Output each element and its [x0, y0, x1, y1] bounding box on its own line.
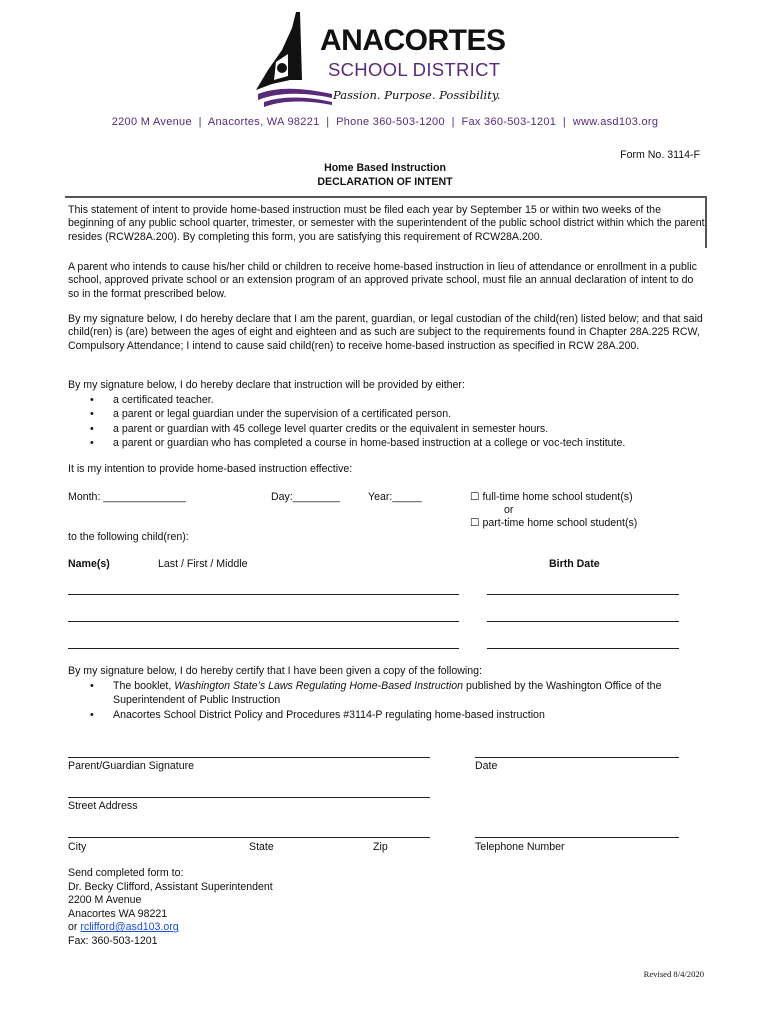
- month-field[interactable]: Month: ______________: [68, 491, 186, 503]
- list-item: • a parent or guardian who has completed a course in home-based instruction at a college or voc-tech institute.: [68, 436, 703, 450]
- state-label: State: [249, 841, 274, 853]
- form-title: Home Based Instruction: [324, 162, 446, 174]
- day-field[interactable]: Day:________: [271, 491, 340, 503]
- list-item: • a parent or guardian with 45 college level quarter credits or the equivalent in semester hours.: [68, 422, 703, 436]
- revision-date: Revised 8/4/2020: [643, 969, 704, 979]
- zip-label: Zip: [373, 841, 388, 853]
- booklet-prefix: The booklet,: [113, 680, 175, 692]
- booklet-title: Washington State’s Laws Regulating Home-Based Instruction: [174, 680, 463, 692]
- or-prefix: or: [68, 921, 81, 934]
- street-address-label: Street Address: [68, 800, 138, 812]
- child-name-line-3[interactable]: [68, 648, 459, 649]
- booklet-suffix: published by the Washington Office of the Superintendent of Public Instruction: [113, 680, 662, 707]
- signature-label: Parent/Guardian Signature: [68, 760, 195, 772]
- city-state-zip-line[interactable]: [68, 837, 430, 838]
- child-birthdate-line-1[interactable]: [487, 594, 679, 595]
- form-number: Form No. 3114-F: [620, 149, 700, 161]
- send-heading: Send completed form to:: [68, 867, 184, 879]
- district-tagline: Passion. Purpose. Possibility.: [333, 88, 501, 102]
- parttime-option[interactable]: [470, 517, 637, 529]
- list-item: • Anacortes School District Policy and Procedures #3114-P regulating home-based instruction: [68, 708, 703, 722]
- paragraph-certify: By my signature below, I do hereby certify that I have been given a copy of the following:: [68, 665, 482, 677]
- email-link[interactable]: rclifford@asd103.org: [80, 921, 179, 934]
- date-label: Date: [475, 760, 498, 772]
- intro-statement: This statement of intent to provide home-based instruction must be filed each year by September 15 or within two weeks of the beginning of any public school quarter, trimester, or semester with the superintendent of the public school district within which the parent resides (RCW28A.200). By completing this form, you are satisfying this requirement of RCW28A.200.: [65, 196, 707, 248]
- fulltime-option[interactable]: [470, 491, 633, 503]
- send-city: Anacortes WA 98221: [68, 907, 168, 920]
- send-fax: Fax: 360-503-1201: [68, 934, 158, 947]
- telephone-label: Telephone Number: [475, 841, 565, 853]
- send-email-row: [68, 921, 273, 935]
- fulltime-checkbox[interactable]: ☐: [470, 491, 480, 503]
- certify-list: [68, 679, 703, 722]
- children-label: to the following child(ren):: [68, 531, 189, 543]
- child-name-line-1[interactable]: [68, 594, 459, 595]
- child-name-line-2[interactable]: [68, 621, 459, 622]
- list-item: • a certificated teacher.: [68, 393, 703, 407]
- child-birthdate-line-3[interactable]: [487, 648, 679, 649]
- or-label: or: [504, 504, 514, 516]
- names-subheader: Last / First / Middle: [158, 558, 248, 570]
- paragraph-declaration: By my signature below, I do hereby declare that I am the parent, guardian, or legal custodian of the child(ren) listed below; and that said child(ren) is (are) between the ages of eight and eighteen and as such are subject to the requirements found in Chapter 28A.225 RCW, Compulsory Attendance; I intend to cause said child(ren) to receive home-based instruction as specified in RCW 28A.200.: [68, 313, 703, 352]
- birth-date-header: Birth Date: [549, 558, 600, 570]
- instruction-options-list: [68, 393, 703, 451]
- form-subtitle: DECLARATION OF INTENT: [317, 176, 453, 188]
- list-item: [68, 679, 703, 708]
- date-line[interactable]: [475, 757, 679, 758]
- address-line: 2200 M Avenue | Anacortes, WA 98221 | Phone 360-503-1200 | Fax 360-503-1201 | www.asd103.org: [111, 116, 659, 128]
- city-label: City: [68, 841, 87, 853]
- fulltime-label: full-time home school student(s): [482, 491, 633, 503]
- child-birthdate-line-2[interactable]: [487, 621, 679, 622]
- district-subtitle: SCHOOL DISTRICT: [328, 59, 501, 80]
- telephone-line[interactable]: [475, 837, 679, 838]
- send-street: 2200 M Avenue: [68, 894, 142, 907]
- names-header: Name(s): [68, 558, 110, 570]
- year-field[interactable]: Year:_____: [368, 491, 422, 503]
- paragraph-instruction-provider: By my signature below, I do hereby declare that instruction will be provided by either:: [68, 379, 465, 391]
- parttime-label: part-time home school student(s): [482, 517, 638, 529]
- paragraph-effective: It is my intention to provide home-based instruction effective:: [68, 463, 353, 475]
- paragraph-parent-intent: A parent who intends to cause his/her child or children to receive home-based instruction in lieu of attendance or enrollment in a public school, approved private school or an extension program of an approved private school, must file an annual declaration of intent to do so in the format prescribed below.: [68, 261, 697, 300]
- send-recipient: Dr. Becky Clifford, Assistant Superintendent: [68, 880, 273, 893]
- parttime-checkbox[interactable]: ☐: [470, 517, 480, 529]
- signature-line[interactable]: [68, 757, 430, 758]
- street-address-line[interactable]: [68, 797, 430, 798]
- list-item: • a parent or legal guardian under the supervision of a certificated person.: [68, 407, 703, 421]
- send-to-block: [68, 867, 273, 949]
- district-name: ANACORTES: [320, 24, 506, 57]
